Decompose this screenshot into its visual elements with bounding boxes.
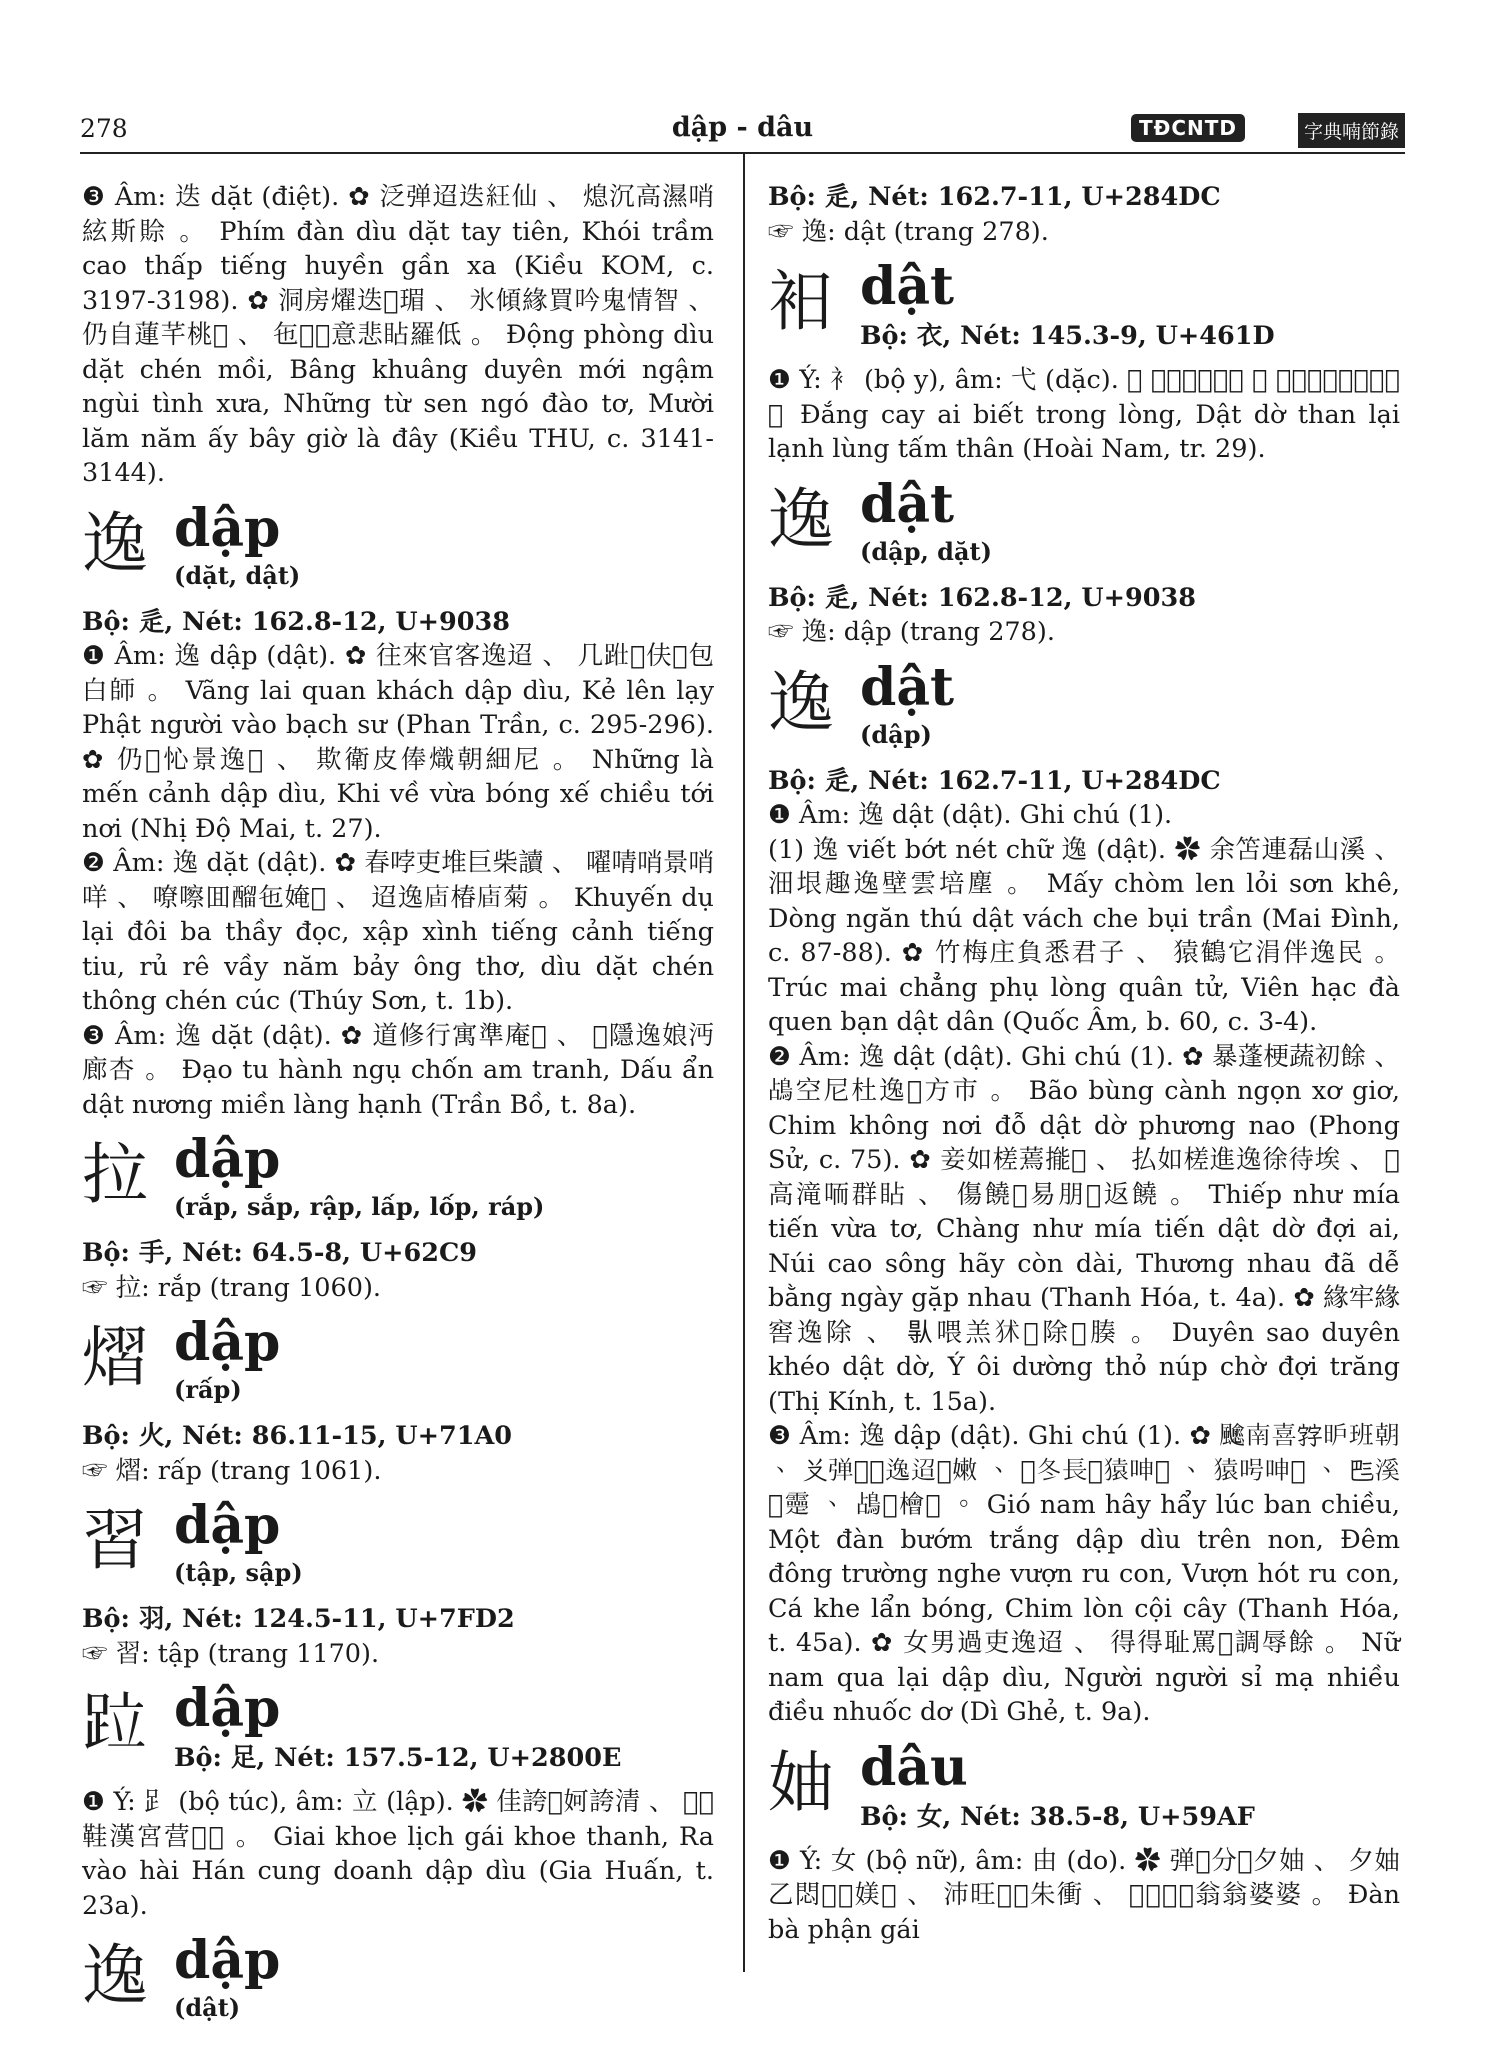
cross-reference: ☞ 習: tập (trang 1170).: [82, 1638, 380, 1669]
headword: dật: [860, 656, 955, 718]
paragraph: ❶ Ý: 衤 (bộ y), âm: 弋 (dặc). ✿ 𦹵芵埃别冲悉 、 衵褄嘆吏冷𣿼𠃩身 。 Đắng cay ai biết trong lòng, Dật dờ than lại lạnh lùng tấm thân (Hoài Nam, tr. 29).: [768, 365, 1400, 464]
headword: dật: [860, 473, 955, 535]
radical-info: Bộ: 火, Nét: 86.11-15, U+71A0: [82, 1421, 513, 1451]
entry-header: [82, 1312, 714, 1419]
headword: dập: [174, 1129, 281, 1190]
radical-info: Bộ: 辵, Nét: 162.7-11, U+284DC: [768, 765, 1221, 796]
headword: dập: [174, 1312, 281, 1373]
headword-character: 逸: [82, 1937, 148, 2014]
seal-badge: 字典喃節錄: [1298, 113, 1405, 148]
headword-variants: (rắp, sắp, rập, lấp, lốp, ráp): [174, 1192, 545, 1221]
paragraph: ❷ Âm: 逸 dặt (dật). ✿ 春哱吏堆巨柴讀 、 嚁啨哨景哨咩 、 嘹嚓囬𨢇㐌㛪𨁪 、 迢逸𢈞椿𢈞菊 。 Khuyến dụ lại đôi ba thầy đọc, xập xình tiếng cảnh tiếng tiu, rủ rê vầy năm bảy ông thơ, dìu dặt chén thông chén cúc (Thúy Sơn, t. 1b).: [82, 848, 714, 1016]
headword: dập: [174, 1495, 281, 1556]
headword-variants: (dặt, dật): [174, 560, 301, 590]
headword-variants: (dập, dặt): [860, 536, 992, 566]
headword: dật: [860, 256, 955, 317]
headword-character: 習: [82, 1502, 148, 1579]
cross-reference: ☞ 逸: dập (trang 278).: [768, 617, 1055, 647]
headword-variants: (rấp): [174, 1375, 242, 1404]
radical-info: Bộ: 羽, Nét: 124.5-11, U+7FD2: [82, 1604, 515, 1634]
paragraph: ❷ Âm: 逸 dật (dật). Ghi chú (1). ✿ 暴蓬梗蔬初餘 、 𪀄空尼杜逸𡮈方市 。 Bão bùng cành ngọn xơ giơ, Chim không nơi đỗ dật dờ phương nao (Phong Sử, c. 75). ✿ 妾如槎蔫㨢𦀊 、 払如槎進逸徐待埃 、 𡶀高滝㖇群䀡 、 傷饒𠀧易朋𨀈返饒 。 Thiếp như mía tiến vừa tơ, Chàng như mía tiến dật dờ đợi ai, Núi cao sông hãy còn dài, Thương nhau đã dễ bằng ngày gặp nhau (Thanh Hóa, t. 4a). ✿ 緣牢緣窖逸除 、 𠊛喂羔𤝞𥉩除𣅶腠 。 Duyên sao duyên khéo dật dờ, Ý ôi dường thỏ núp chờ đợi trăng (Thị Kính, t. 15a).: [768, 1041, 1400, 1417]
cross-reference: ☞ 拉: rắp (trang 1060).: [82, 1272, 382, 1303]
right-column: [768, 180, 1400, 1947]
entry-header: [768, 1736, 1400, 1844]
headword-character: 逸: [768, 663, 834, 741]
entry-header: [82, 1129, 714, 1236]
radical-info: Bộ: 足, Nét: 157.5-12, U+2800E: [174, 1743, 622, 1773]
headword-character: 逸: [82, 504, 148, 582]
radical-info: Bộ: 辵, Nét: 162.7-11, U+284DC: [768, 182, 1221, 212]
paragraph: (1) 逸 viết bớt nét chữ 逸 (dật). ✿ 余笘連磊山溪 、 沺垠趣逸壁雲培塵 。 Mấy chòm len lỏi sơn khê, Dòng ngăn thú dật vách che bụi trần (Mai Đình, c. 87-88). ✿ 竹梅庄負悉君子 、 猿鶴它涓伴逸民 。 Trúc mai chẳng phụ lòng quân tử, Viên hạc đà quen bạn dật dân (Quốc Âm, b. 60, c. 3-4).: [768, 834, 1400, 1037]
radical-info: Bộ: 辵, Nét: 162.8-12, U+9038: [768, 582, 1196, 613]
headword-variants: (tập, sập): [174, 1558, 303, 1587]
headword-character: 拉: [82, 1136, 148, 1213]
headword-variants: (dập): [860, 719, 932, 749]
cross-reference: ☞ 逸: dật (trang 278).: [768, 216, 1049, 247]
headword-character: 逸: [768, 480, 834, 558]
entry-header: [82, 1495, 714, 1602]
radical-info: Bộ: 手, Nét: 64.5-8, U+62C9: [82, 1238, 478, 1268]
brand-badge: TĐCNTD: [1131, 114, 1245, 142]
entry-header: [82, 1930, 714, 2037]
paragraph: ❸ Âm: 逸 dập (dật). Ghi chú (1). ✿ 𩙍南喜𡦂昈班朝 、 𠬠弹𧋆𡋂逸迢𨖅嫩 、 𦝄冬長𦖑猿呻𢴑 、 猿呺呻𢴑 、 𠀧溪𡗶𤴤 、 𪀄𦹳檜𣘃 。 Gió nam hây hẩy lúc ban chiều, Một đàn bướm trắng dập dìu trên non, Đêm đông trường nghe vượn ru con, Vượn hót ru con, Cá khe lẩn bóng, Chim lòn cội cây (Thanh Hóa, t. 45a). ✿ 女男過吏逸迢 、 得得耻罵𡗉調辱餘 。 Nữ nam qua lại dập dìu, Người người sỉ mạ nhiều điều nhuốc dơ (Dì Ghẻ, t. 9a).: [768, 1421, 1400, 1727]
entry-header: [768, 256, 1400, 363]
entry-header: [82, 1678, 714, 1785]
paragraph: ❶ Âm: 逸 dật (dật). Ghi chú (1).: [768, 800, 1173, 830]
page-number: 278: [80, 114, 128, 143]
entry-header: [82, 497, 714, 605]
headword: dập: [174, 1678, 281, 1739]
left-column: [82, 180, 714, 2037]
headword: dập: [174, 1930, 281, 1991]
headword-character: 衵: [768, 263, 834, 340]
headword-variants: (dật): [174, 1993, 241, 2022]
paragraph: ❶ Ý: 𧾷 (bộ túc), âm: 立 (lập). ✿ 佳誇𤯩妸誇清 、 𦠘𠫾鞋漢宮营𨀎𨇜 。 Giai khoe lịch gái khoe thanh, Ra vào hài Hán cung doanh dập dìu (Gia Huấn, t. 23a).: [82, 1787, 714, 1921]
paragraph: ❶ Âm: 逸 dập (dật). ✿ 往來官客逸迢 、 几𨀋𨀈伕𨁪包白師 。 Vãng lai quan khách dập dìu, Kẻ lên lạy Phật người vào bạch sư (Phan Trần, c. 295-296). ✿ 仍𧡊㤈景逸𢽼 、 欺衛皮俸熾朝細尼 。 Những là mến cảnh dập dìu, Khi về vừa bóng xế chiều tới nơi (Nhị Độ Mai, t. 27).: [82, 641, 714, 844]
headword-character: 熠: [82, 1319, 148, 1396]
column-divider: [743, 152, 745, 1972]
page-header: [80, 108, 1405, 154]
entry-header: [768, 656, 1400, 764]
paragraph: ❸ Âm: 逸 dặt (dật). ✿ 道修行寓準庵𦲴 、 𨁪隱逸娘沔廊杏 。 Đạo tu hành ngụ chốn am tranh, Dấu ẩn dật nương miền làng hạnh (Trần Bồ, t. 8a).: [82, 1020, 714, 1120]
running-head: dập - dâu: [671, 112, 814, 143]
radical-info: Bộ: 衣, Nét: 145.3-9, U+461D: [860, 321, 1275, 351]
headword-character: 𨀎: [82, 1685, 148, 1762]
entry-header: [768, 473, 1400, 581]
headword: dập: [174, 497, 281, 559]
headword: dâu: [860, 1736, 968, 1798]
radical-info: Bộ: 辵, Nét: 162.8-12, U+9038: [82, 606, 510, 637]
paragraph: ❶ Ý: 女 (bộ nữ), âm: 由 (do). ✿ 弹𡛔分𡛔夕妯 、 夕妯乙悶𣘃𡢹媄𢬣 、 沛旺𨁮𡠣朱衝 、 𨁮𡢹𨁮𡏦翁翁婆婆 。 Đàn bà phận gái: [768, 1845, 1400, 1945]
headword-character: 妯: [768, 1743, 834, 1821]
cross-reference: ☞ 熠: rấp (trang 1061).: [82, 1455, 382, 1486]
paragraph: ❸ Âm: 迭 dặt (điệt). ✿ 泛弹迢迭𥿁仙 、 熄沉高濕哨絃斯賒 。 Phím đàn dìu dặt tay tiên, Khói trầm cao thấp tiếng huyền gần xa (Kiều KOM, c. 3197-3198). ✿ 洞房燿迭𥷋瑂 、 氷傾緣買吟鬼情智 、 仍自蓮芊桃𦀊 、 㐌𢆥𢆥意悲䀡羅低 。 Động phòng dìu dặt chén mồi, Bâng khuâng duyên mới ngậm ngùi tình xưa, Những từ sen ngó đào tơ, Mười lăm năm ấy bây giờ là đây (Kiều THU, c. 3141-3144).: [82, 182, 714, 488]
radical-info: Bộ: 女, Nét: 38.5-8, U+59AF: [860, 1801, 1255, 1832]
